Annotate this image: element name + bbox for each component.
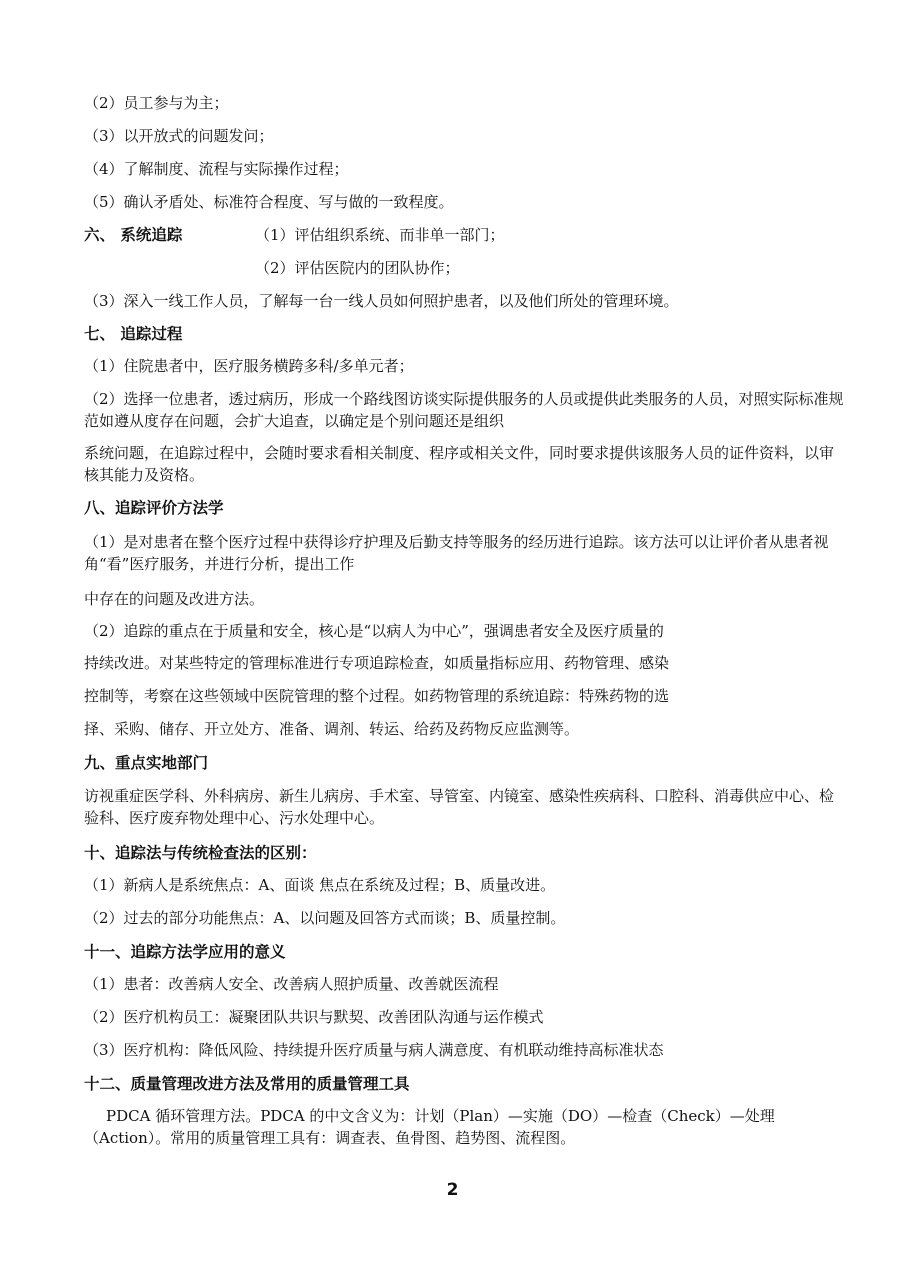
section-heading: 七、 追踪过程 — [84, 325, 183, 343]
section-heading: 十一、追踪方法学应用的意义 — [84, 943, 286, 961]
list-item: （2）评估医院内的团队协作； — [255, 259, 460, 277]
list-item: （3）深入一线工作人员，了解每一台一线人员如何照护患者，以及他们所处的管理环境。 — [84, 292, 679, 310]
section-heading: 九、重点实地部门 — [84, 754, 209, 772]
paragraph: 择、采购、储存、开立处方、准备、调剂、转运、给药及药物反应监测等。 — [84, 720, 580, 738]
section-heading: 六、 系统追踪 — [84, 226, 183, 244]
list-item: （1）住院患者中，医疗服务横跨多科/多单元者； — [84, 357, 414, 375]
paragraph: PDCA 循环管理方法。PDCA 的中文含义为：计划（Plan）—实施（DO）—检查（Check）—处理（Action）。常用的质量管理工具有：调查表、鱼骨图、趋势图、流程图。 — [84, 1107, 775, 1147]
paragraph: 持续改进。对某些特定的管理标准进行专项追踪检查，如质量指标应用、药物管理、感染 — [84, 654, 670, 672]
list-item: （5）确认矛盾处、标准符合程度、写与做的一致程度。 — [84, 193, 454, 211]
paragraph: 访视重症医学科、外科病房、新生儿病房、手术室、导管室、内镜室、感染性疾病科、口腔科、消毒供应中心、检验科、医疗废弃物处理中心、污水处理中心。 — [84, 787, 835, 827]
list-item: （4）了解制度、流程与实际操作过程； — [84, 160, 349, 178]
section-heading: 十、追踪法与传统检查法的区别： — [84, 844, 317, 862]
list-item: （3）医疗机构：降低风险、持续提升医疗质量与病人满意度、有机联动维持高标准状态 — [84, 1041, 664, 1059]
section-heading: 八、追踪评价方法学 — [84, 499, 224, 517]
list-item: （2）医疗机构员工：凝聚团队共识与默契、改善团队沟通与运作模式 — [84, 1008, 544, 1026]
list-item: （1）评估组织系统、而非单一部门； — [255, 226, 505, 244]
paragraph: （2）追踪的重点在于质量和安全，核心是“以病人为中心”，强调患者安全及医疗质量的 — [84, 622, 664, 640]
section-heading: 十二、质量管理改进方法及常用的质量管理工具 — [84, 1075, 410, 1093]
list-item: （3）以开放式的问题发问； — [84, 127, 274, 145]
paragraph: 控制等，考察在这些领域中医院管理的整个过程。如药物管理的系统追踪：特殊药物的选 — [84, 687, 670, 705]
paragraph: 中存在的问题及改进方法。 — [84, 590, 265, 608]
paragraph: （2）选择一位患者，透过病历，形成一个路线图访谈实际提供服务的人员或提供此类服务的人员，对照实际标准规范如遵从度存在问题，会扩大追查，以确定是个别问题还是组织 — [84, 390, 844, 430]
paragraph: （1）是对患者在整个医疗过程中获得诊疗护理及后勤支持等服务的经历进行追踪。该方法可以让评价者从患者视角“看”医疗服务，并进行分析，提出工作 — [84, 533, 829, 573]
page-number: 2 — [446, 1180, 459, 1200]
list-item: （2）过去的部分功能焦点：A、以问题及回答方式而谈；B、质量控制。 — [84, 909, 566, 927]
list-item: （2）员工参与为主； — [84, 94, 229, 112]
paragraph: 系统问题，在追踪过程中，会随时要求看相关制度、程序或相关文件，同时要求提供该服务人员的证件资料，以审核其能力及资格。 — [84, 444, 835, 484]
list-item: （1）患者：改善病人安全、改善病人照护质量、改善就医流程 — [84, 975, 499, 993]
list-item: （1）新病人是系统焦点：A、面谈 焦点在系统及过程；B、质量改进。 — [84, 876, 556, 894]
